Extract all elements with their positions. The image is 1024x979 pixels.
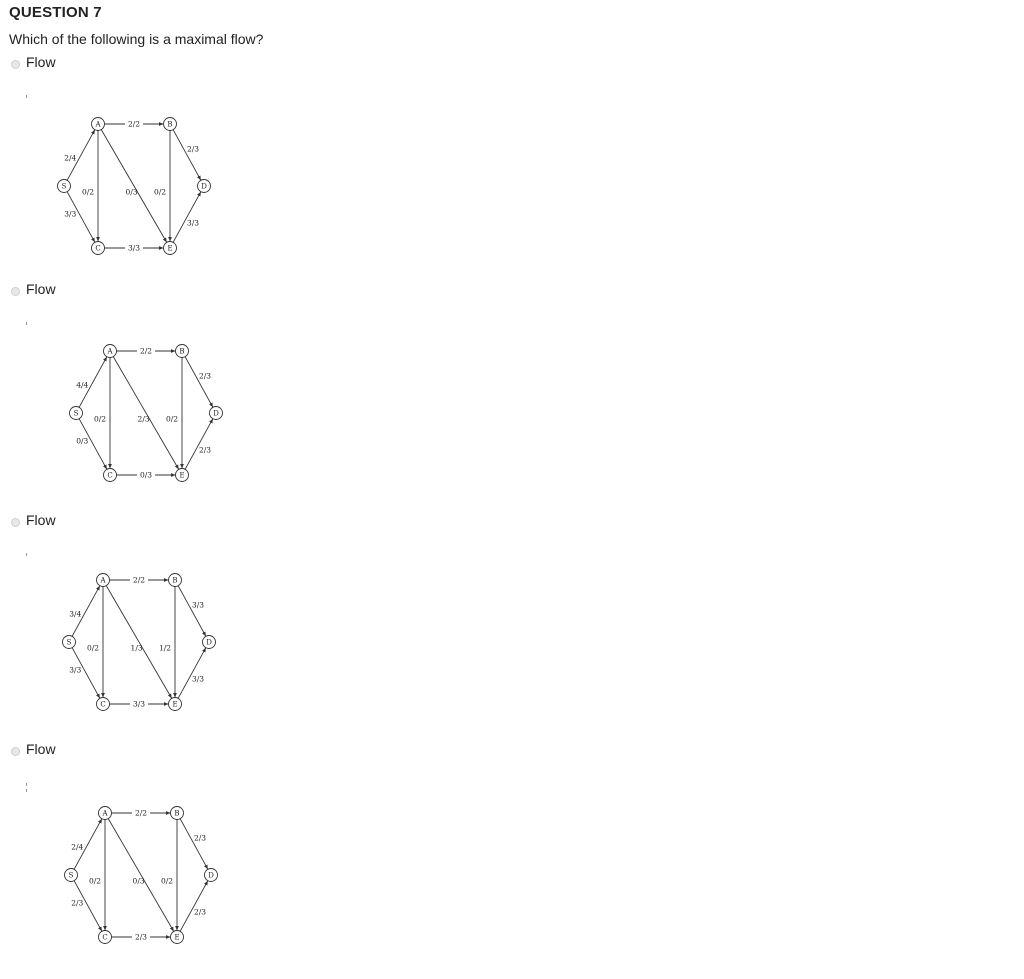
node-label-s: S — [73, 409, 79, 418]
node-label-b: B — [172, 576, 178, 585]
node-label-e: E — [172, 700, 178, 709]
edge-label-ed: 2/3 — [198, 445, 212, 455]
node-label-s: S — [66, 638, 72, 647]
edge-b-d — [173, 130, 201, 181]
image-placeholder-mark — [26, 553, 27, 556]
radio-button[interactable] — [11, 747, 20, 756]
option-label: Flow — [26, 281, 56, 297]
edge-label-ed: 3/3 — [191, 674, 205, 684]
edge-b-d — [178, 586, 206, 637]
edge-label-ac: 0/2 — [93, 414, 107, 424]
node-label-c: C — [100, 700, 106, 709]
edge-label-be: 0/2 — [153, 187, 167, 197]
edge-e-d — [178, 648, 206, 699]
node-label-a: A — [102, 809, 108, 818]
edge-label-ac: 0/2 — [88, 876, 102, 886]
flow-graph-3 — [61, 572, 226, 714]
answer-option-4[interactable] — [9, 741, 309, 771]
node-label-c: C — [107, 471, 113, 480]
answer-option-1[interactable] — [9, 54, 309, 84]
edge-label-ab: 2/2 — [139, 346, 153, 356]
edge-e-d — [180, 881, 208, 932]
question-text: Which of the following is a maximal flow? — [9, 31, 264, 47]
edge-label-sc: 3/3 — [69, 665, 82, 675]
node-label-a: A — [95, 120, 101, 129]
edge-label-sa: 2/4 — [71, 842, 84, 852]
edge-label-sa: 2/4 — [64, 153, 77, 163]
edge-label-ab: 2/2 — [134, 808, 148, 818]
edge-label-bd: 2/3 — [198, 371, 212, 381]
image-placeholder-mark — [26, 783, 27, 786]
image-placeholder-mark — [26, 322, 27, 325]
edge-label-sc: 2/3 — [71, 898, 84, 908]
edge-e-d — [173, 192, 201, 243]
edge-label-ed: 3/3 — [186, 218, 200, 228]
edge-e-d — [185, 419, 213, 470]
node-label-a: A — [100, 576, 106, 585]
node-label-d: D — [206, 638, 212, 647]
answer-option-2[interactable] — [9, 281, 309, 311]
edge-label-ac: 0/2 — [86, 643, 100, 653]
node-label-d: D — [213, 409, 219, 418]
option-label: Flow — [26, 512, 56, 528]
edge-label-sc: 0/3 — [76, 436, 89, 446]
edge-label-ab: 2/2 — [132, 575, 146, 585]
edge-label-ae: 1/3 — [130, 643, 143, 653]
option-label: Flow — [26, 741, 56, 757]
node-label-s: S — [61, 182, 67, 191]
edge-a-e — [106, 586, 171, 699]
radio-button[interactable] — [11, 60, 20, 69]
flow-graph-4 — [63, 805, 228, 947]
image-placeholder-mark — [26, 789, 27, 792]
image-placeholder-mark — [26, 95, 27, 98]
node-label-s: S — [68, 871, 74, 880]
node-label-e: E — [174, 933, 180, 942]
edge-label-ae: 2/3 — [137, 414, 150, 424]
node-label-a: A — [107, 347, 113, 356]
node-label-b: B — [167, 120, 173, 129]
node-label-d: D — [208, 871, 214, 880]
edge-label-ce: 0/3 — [139, 470, 153, 480]
edge-label-be: 0/2 — [165, 414, 179, 424]
edge-a-e — [113, 357, 178, 470]
edge-label-ae: 0/3 — [132, 876, 145, 886]
radio-button[interactable] — [11, 287, 20, 296]
flow-graph-2 — [68, 343, 233, 485]
edge-label-ab: 2/2 — [127, 119, 141, 129]
edge-label-ed: 2/3 — [193, 907, 207, 917]
edge-label-bd: 2/3 — [193, 833, 207, 843]
edge-a-e — [108, 819, 173, 932]
answer-option-3[interactable] — [9, 512, 309, 542]
node-label-d: D — [201, 182, 207, 191]
edge-label-bd: 3/3 — [191, 600, 205, 610]
edge-label-ae: 0/3 — [125, 187, 138, 197]
flow-graph-1 — [56, 116, 216, 258]
node-label-c: C — [102, 933, 108, 942]
edge-label-be: 1/2 — [158, 643, 172, 653]
edge-label-sa: 4/4 — [76, 380, 89, 390]
node-label-e: E — [167, 244, 173, 253]
edge-label-sc: 3/3 — [64, 209, 77, 219]
edge-label-be: 0/2 — [160, 876, 174, 886]
node-label-b: B — [179, 347, 185, 356]
edge-b-d — [180, 819, 208, 870]
radio-button[interactable] — [11, 518, 20, 527]
edge-label-ac: 0/2 — [81, 187, 95, 197]
edge-b-d — [185, 357, 213, 408]
edge-label-ce: 3/3 — [132, 699, 146, 709]
edge-label-sa: 3/4 — [69, 609, 82, 619]
edge-label-bd: 2/3 — [186, 144, 200, 154]
node-label-e: E — [179, 471, 185, 480]
edge-label-ce: 3/3 — [127, 243, 141, 253]
node-label-c: C — [95, 244, 101, 253]
edge-label-ce: 2/3 — [134, 932, 148, 942]
node-label-b: B — [174, 809, 180, 818]
edge-a-e — [101, 130, 166, 243]
question-title: QUESTION 7 — [9, 4, 102, 21]
option-label: Flow — [26, 54, 56, 70]
